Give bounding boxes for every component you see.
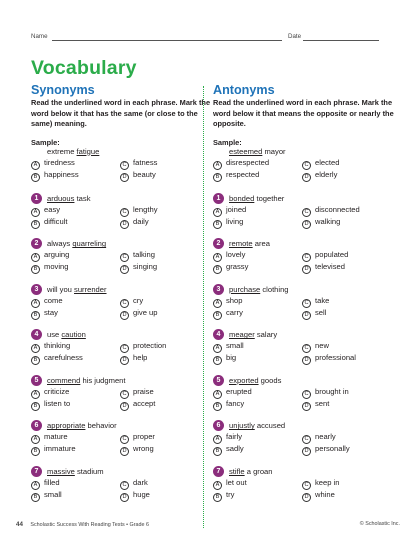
- answer-option[interactable]: [31, 296, 63, 308]
- answer-option[interactable]: [31, 387, 69, 399]
- answer-bubble[interactable]: D: [302, 220, 311, 229]
- answer-bubble[interactable]: D: [120, 356, 129, 365]
- question-number-badge: 5: [213, 375, 224, 386]
- page-title: Vocabulary: [31, 57, 137, 79]
- answer-option[interactable]: [31, 353, 83, 365]
- answer-option[interactable]: [120, 296, 143, 308]
- underlined-word: caution: [61, 330, 86, 340]
- answer-bubble[interactable]: C: [302, 481, 311, 490]
- answer-bubble[interactable]: B: [31, 311, 40, 320]
- synonyms-items: [31, 147, 213, 512]
- answer-bubble[interactable]: A: [213, 208, 222, 217]
- answer-bubble[interactable]: C: [302, 253, 311, 262]
- underlined-word: exported: [229, 375, 259, 385]
- question-phrase: [229, 285, 289, 294]
- answer-bubble[interactable]: C: [120, 253, 129, 262]
- answer-option[interactable]: [120, 217, 149, 229]
- question-number-badge: 4: [213, 329, 224, 340]
- answer-option[interactable]: [302, 490, 335, 502]
- question-number-badge: 2: [31, 238, 42, 249]
- question-number-badge: 3: [213, 284, 224, 295]
- answer-label: keep in: [315, 477, 340, 487]
- underlined-word: bonded: [229, 193, 255, 203]
- date-label: Date: [288, 33, 302, 40]
- phrase-text: his judgment: [80, 375, 126, 385]
- phrase-text: accused: [254, 421, 286, 431]
- answer-bubble[interactable]: B: [31, 493, 40, 502]
- underlined-word: fatigue: [76, 146, 100, 156]
- answer-option[interactable]: [120, 170, 156, 182]
- answer-option[interactable]: [31, 158, 75, 170]
- answer-label: new: [315, 341, 329, 351]
- question-phrase: [47, 194, 91, 203]
- answer-bubble[interactable]: B: [213, 220, 222, 229]
- answer-option[interactable]: [31, 205, 60, 217]
- answer-bubble[interactable]: D: [120, 493, 129, 502]
- sample-item: [213, 147, 395, 193]
- answer-label: grassy: [226, 262, 249, 272]
- question-item: [31, 329, 213, 375]
- answer-option[interactable]: [302, 170, 337, 182]
- answer-label: disrespected: [226, 157, 270, 167]
- answer-option[interactable]: [31, 341, 70, 353]
- question-item: [213, 284, 395, 330]
- underlined-word: unjustly: [229, 421, 255, 431]
- phrase-text: a groan: [244, 466, 273, 476]
- answer-option[interactable]: [120, 432, 155, 444]
- answer-option[interactable]: [213, 432, 242, 444]
- answer-label: listen to: [44, 398, 71, 408]
- answer-bubble[interactable]: A: [213, 481, 222, 490]
- answer-label: filled: [44, 477, 60, 487]
- answer-label: whine: [315, 489, 335, 499]
- answer-label: personally: [315, 444, 350, 454]
- question-item: [31, 466, 213, 512]
- answer-option[interactable]: [302, 217, 340, 229]
- phrase-text: extreme: [47, 146, 77, 156]
- answer-bubble[interactable]: A: [31, 161, 40, 170]
- answer-label: beauty: [133, 169, 156, 179]
- answer-option[interactable]: [120, 478, 148, 490]
- answer-option[interactable]: [120, 399, 155, 411]
- answer-label: lovely: [226, 250, 246, 260]
- question-phrase: [47, 421, 117, 430]
- answer-label: try: [226, 489, 235, 499]
- answer-option[interactable]: [31, 490, 62, 502]
- answer-bubble[interactable]: A: [31, 481, 40, 490]
- name-label: Name: [31, 33, 48, 40]
- question-phrase: [229, 376, 281, 385]
- question-phrase: [47, 376, 126, 385]
- answer-bubble[interactable]: D: [302, 493, 311, 502]
- phrase-text: clothing: [260, 284, 289, 294]
- question-item: [31, 238, 213, 284]
- answer-label: big: [226, 353, 237, 363]
- answer-option[interactable]: [213, 250, 245, 262]
- answer-label: sent: [315, 398, 330, 408]
- answer-label: criticize: [44, 386, 70, 396]
- underlined-word: surrender: [74, 284, 107, 294]
- answer-bubble[interactable]: A: [213, 299, 222, 308]
- answer-bubble[interactable]: C: [302, 299, 311, 308]
- answer-bubble[interactable]: C: [120, 390, 129, 399]
- answer-label: proper: [133, 432, 155, 442]
- answer-label: tiredness: [44, 157, 75, 167]
- answer-bubble[interactable]: B: [213, 493, 222, 502]
- synonyms-heading: Synonyms: [31, 83, 95, 97]
- answer-label: joined: [226, 204, 247, 214]
- question-item: [213, 238, 395, 284]
- answer-bubble[interactable]: A: [213, 344, 222, 353]
- answer-option[interactable]: [31, 170, 79, 182]
- answer-bubble[interactable]: C: [302, 435, 311, 444]
- answer-bubble[interactable]: B: [213, 447, 222, 456]
- answer-bubble[interactable]: C: [120, 435, 129, 444]
- question-number-badge: 5: [31, 375, 42, 386]
- answer-label: stay: [44, 307, 58, 317]
- answer-label: mature: [44, 432, 68, 442]
- answer-bubble[interactable]: B: [31, 265, 40, 274]
- answer-label: shop: [226, 295, 243, 305]
- question-phrase: [229, 421, 285, 430]
- answer-label: fancy: [226, 398, 245, 408]
- answer-bubble[interactable]: B: [31, 447, 40, 456]
- answer-bubble[interactable]: B: [213, 356, 222, 365]
- answer-label: nearly: [315, 432, 336, 442]
- answer-bubble[interactable]: A: [31, 253, 40, 262]
- underlined-word: purchase: [229, 284, 261, 294]
- answer-option[interactable]: [302, 158, 340, 170]
- underlined-word: commend: [47, 375, 81, 385]
- question-number-badge: 7: [213, 466, 224, 477]
- answer-label: professional: [315, 353, 356, 363]
- answer-bubble[interactable]: D: [120, 447, 129, 456]
- phrase-text: behavior: [85, 421, 117, 431]
- answer-label: brought in: [315, 386, 349, 396]
- question-phrase: [47, 239, 106, 248]
- answer-bubble[interactable]: D: [302, 402, 311, 411]
- answer-option[interactable]: [302, 205, 360, 217]
- answer-bubble[interactable]: D: [302, 311, 311, 320]
- answer-bubble[interactable]: B: [31, 173, 40, 182]
- answer-bubble[interactable]: C: [302, 344, 311, 353]
- answer-label: respected: [226, 169, 260, 179]
- phrase-text: will you: [47, 284, 75, 294]
- answer-bubble[interactable]: D: [302, 447, 311, 456]
- date-line[interactable]: [303, 40, 379, 41]
- question-item: [31, 284, 213, 330]
- answer-option[interactable]: [120, 308, 158, 320]
- answer-option[interactable]: [31, 478, 60, 490]
- answer-bubble[interactable]: C: [120, 299, 129, 308]
- answer-option[interactable]: [213, 387, 252, 399]
- question-number-badge: 7: [31, 466, 42, 477]
- answer-bubble[interactable]: A: [213, 390, 222, 399]
- answer-bubble[interactable]: D: [302, 356, 311, 365]
- answer-label: disconnected: [315, 204, 360, 214]
- answer-option[interactable]: [302, 387, 349, 399]
- answer-option[interactable]: [302, 432, 336, 444]
- answer-label: let out: [226, 477, 247, 487]
- answer-label: protection: [133, 341, 167, 351]
- answer-option[interactable]: [213, 158, 269, 170]
- question-item: [213, 466, 395, 512]
- answer-option[interactable]: [213, 262, 248, 274]
- question-item: [31, 420, 213, 466]
- answer-option[interactable]: [31, 217, 68, 229]
- answer-option[interactable]: [302, 444, 350, 456]
- antonyms-items: [213, 147, 395, 512]
- answer-label: praise: [133, 386, 154, 396]
- answer-label: living: [226, 216, 244, 226]
- answer-label: huge: [133, 489, 150, 499]
- phrase-text: stadium: [74, 466, 104, 476]
- answer-option[interactable]: [213, 205, 246, 217]
- answer-label: lengthy: [133, 204, 158, 214]
- phrase-text: task: [74, 193, 91, 203]
- answer-label: elderly: [315, 169, 338, 179]
- answer-bubble[interactable]: A: [213, 435, 222, 444]
- answer-option[interactable]: [302, 399, 329, 411]
- answer-option[interactable]: [31, 432, 68, 444]
- underlined-word: quarreling: [72, 239, 107, 249]
- answer-option[interactable]: [213, 490, 234, 502]
- answer-option[interactable]: [31, 308, 58, 320]
- answer-bubble[interactable]: D: [120, 311, 129, 320]
- answer-label: sadly: [226, 444, 244, 454]
- answer-option[interactable]: [302, 341, 329, 353]
- answer-label: daily: [133, 216, 149, 226]
- answer-label: come: [44, 295, 63, 305]
- underlined-word: remote: [229, 239, 253, 249]
- underlined-word: appropriate: [47, 421, 86, 431]
- page-footer: [16, 521, 400, 528]
- sample-label: Sample:: [31, 137, 60, 147]
- answer-label: give up: [133, 307, 158, 317]
- answer-label: elected: [315, 157, 340, 167]
- question-number-badge: 1: [213, 193, 224, 204]
- phrase-text: mayor: [262, 146, 286, 156]
- answer-option[interactable]: [120, 353, 147, 365]
- question-number-badge: 2: [213, 238, 224, 249]
- phrase-text: goods: [258, 375, 282, 385]
- answer-bubble[interactable]: D: [120, 173, 129, 182]
- answer-label: carefulness: [44, 353, 83, 363]
- antonyms-heading: Antonyms: [213, 83, 275, 97]
- answer-label: help: [133, 353, 148, 363]
- answer-bubble[interactable]: A: [31, 390, 40, 399]
- answer-label: take: [315, 295, 330, 305]
- underlined-word: arduous: [47, 193, 75, 203]
- answer-label: small: [226, 341, 244, 351]
- answer-bubble[interactable]: B: [213, 265, 222, 274]
- question-phrase: [229, 239, 270, 248]
- answer-option[interactable]: [213, 478, 247, 490]
- answer-label: thinking: [44, 341, 71, 351]
- answer-option[interactable]: [120, 387, 154, 399]
- question-item: [213, 329, 395, 375]
- question-number-badge: 6: [213, 420, 224, 431]
- answer-bubble[interactable]: A: [31, 435, 40, 444]
- answer-option[interactable]: [213, 444, 244, 456]
- antonyms-instructions: Read the underlined word in each phrase. Mark the word below it that means the opposite or nearly the opposite.: [213, 98, 394, 129]
- answer-label: arguing: [44, 250, 70, 260]
- question-item: [213, 420, 395, 466]
- answer-option[interactable]: [120, 158, 157, 170]
- phrase-text: always: [47, 239, 73, 249]
- answer-bubble[interactable]: B: [31, 220, 40, 229]
- answer-option[interactable]: [213, 296, 242, 308]
- question-number-badge: 6: [31, 420, 42, 431]
- answer-label: populated: [315, 250, 349, 260]
- question-item: [31, 375, 213, 421]
- answer-option[interactable]: [213, 170, 259, 182]
- question-phrase: [47, 330, 86, 339]
- phrase-text: salary: [254, 330, 278, 340]
- answer-label: singing: [133, 262, 158, 272]
- answer-option[interactable]: [302, 353, 356, 365]
- answer-bubble[interactable]: D: [302, 173, 311, 182]
- name-date-row: [31, 33, 381, 45]
- answer-label: sell: [315, 307, 327, 317]
- answer-label: wrong: [133, 444, 154, 454]
- synonyms-column: [31, 83, 213, 511]
- answer-label: dark: [133, 477, 148, 487]
- question-phrase: [229, 194, 284, 203]
- answer-option[interactable]: [120, 262, 157, 274]
- question-phrase: [47, 285, 107, 294]
- answer-option[interactable]: [302, 296, 329, 308]
- answer-bubble[interactable]: A: [31, 299, 40, 308]
- answer-option[interactable]: [120, 205, 158, 217]
- answer-option[interactable]: [213, 353, 236, 365]
- question-item: [31, 193, 213, 239]
- answer-option[interactable]: [213, 217, 243, 229]
- answer-option[interactable]: [120, 490, 150, 502]
- question-number-badge: 3: [31, 284, 42, 295]
- phrase-text: area: [252, 239, 270, 249]
- answer-label: small: [44, 489, 62, 499]
- answer-option[interactable]: [31, 262, 68, 274]
- answer-label: carry: [226, 307, 243, 317]
- copyright: © Scholastic Inc.: [359, 521, 400, 527]
- answer-bubble[interactable]: C: [302, 390, 311, 399]
- synonyms-instructions: Read the underlined word in each phrase. Mark the word below it that has the same (or close to the same) meaning.: [31, 98, 211, 129]
- answer-label: talking: [133, 250, 155, 260]
- question-phrase: [229, 467, 273, 476]
- sample-item: [31, 147, 213, 193]
- underlined-word: esteemed: [229, 146, 263, 156]
- answer-label: fatness: [133, 157, 158, 167]
- question-item: [213, 375, 395, 421]
- answer-bubble[interactable]: B: [213, 402, 222, 411]
- book-title: Scholastic Success With Reading Tests • Grade 6: [30, 522, 150, 528]
- answer-bubble[interactable]: C: [120, 161, 129, 170]
- answer-option[interactable]: [120, 444, 154, 456]
- answer-label: easy: [44, 204, 61, 214]
- answer-option[interactable]: [302, 250, 348, 262]
- answer-option[interactable]: [31, 250, 69, 262]
- answer-bubble[interactable]: D: [302, 265, 311, 274]
- question-phrase: [229, 147, 286, 156]
- question-phrase: [229, 330, 277, 339]
- answer-bubble[interactable]: A: [213, 161, 222, 170]
- answer-bubble[interactable]: A: [31, 344, 40, 353]
- answer-option[interactable]: [213, 399, 244, 411]
- answer-bubble[interactable]: B: [213, 173, 222, 182]
- phrase-text: use: [47, 330, 62, 340]
- answer-option[interactable]: [120, 250, 155, 262]
- answer-label: walking: [315, 216, 341, 226]
- answer-label: erupted: [226, 386, 252, 396]
- answer-bubble[interactable]: B: [213, 311, 222, 320]
- question-item: [213, 193, 395, 239]
- answer-label: fairly: [226, 432, 243, 442]
- answer-bubble[interactable]: B: [31, 402, 40, 411]
- sample-label: Sample:: [213, 137, 242, 147]
- phrase-text: together: [254, 193, 285, 203]
- underlined-word: stifle: [229, 466, 245, 476]
- question-number-badge: 4: [31, 329, 42, 340]
- answer-label: accept: [133, 398, 156, 408]
- answer-label: televised: [315, 262, 345, 272]
- answer-option[interactable]: [302, 478, 340, 490]
- answer-label: moving: [44, 262, 69, 272]
- answer-option[interactable]: [120, 341, 166, 353]
- answer-bubble[interactable]: A: [213, 253, 222, 262]
- answer-bubble[interactable]: C: [302, 161, 311, 170]
- question-phrase: [47, 147, 99, 156]
- answer-bubble[interactable]: D: [120, 220, 129, 229]
- answer-bubble[interactable]: B: [31, 356, 40, 365]
- answer-bubble[interactable]: C: [120, 344, 129, 353]
- page-number: 44: [16, 521, 23, 528]
- antonyms-column: [213, 83, 395, 511]
- question-phrase: [47, 467, 104, 476]
- answer-label: cry: [133, 295, 144, 305]
- name-line[interactable]: [52, 40, 282, 41]
- answer-option[interactable]: [31, 399, 70, 411]
- answer-bubble[interactable]: D: [120, 402, 129, 411]
- answer-bubble[interactable]: C: [120, 208, 129, 217]
- answer-option[interactable]: [213, 341, 244, 353]
- answer-option[interactable]: [302, 308, 326, 320]
- answer-label: difficult: [44, 216, 68, 226]
- underlined-word: massive: [47, 466, 75, 476]
- answer-bubble[interactable]: A: [31, 208, 40, 217]
- answer-option[interactable]: [302, 262, 345, 274]
- answer-bubble[interactable]: C: [302, 208, 311, 217]
- question-number-badge: 1: [31, 193, 42, 204]
- answer-bubble[interactable]: D: [120, 265, 129, 274]
- answer-option[interactable]: [213, 308, 243, 320]
- answer-bubble[interactable]: C: [120, 481, 129, 490]
- answer-label: happiness: [44, 169, 79, 179]
- answer-label: immature: [44, 444, 76, 454]
- answer-option[interactable]: [31, 444, 76, 456]
- underlined-word: meager: [229, 330, 255, 340]
